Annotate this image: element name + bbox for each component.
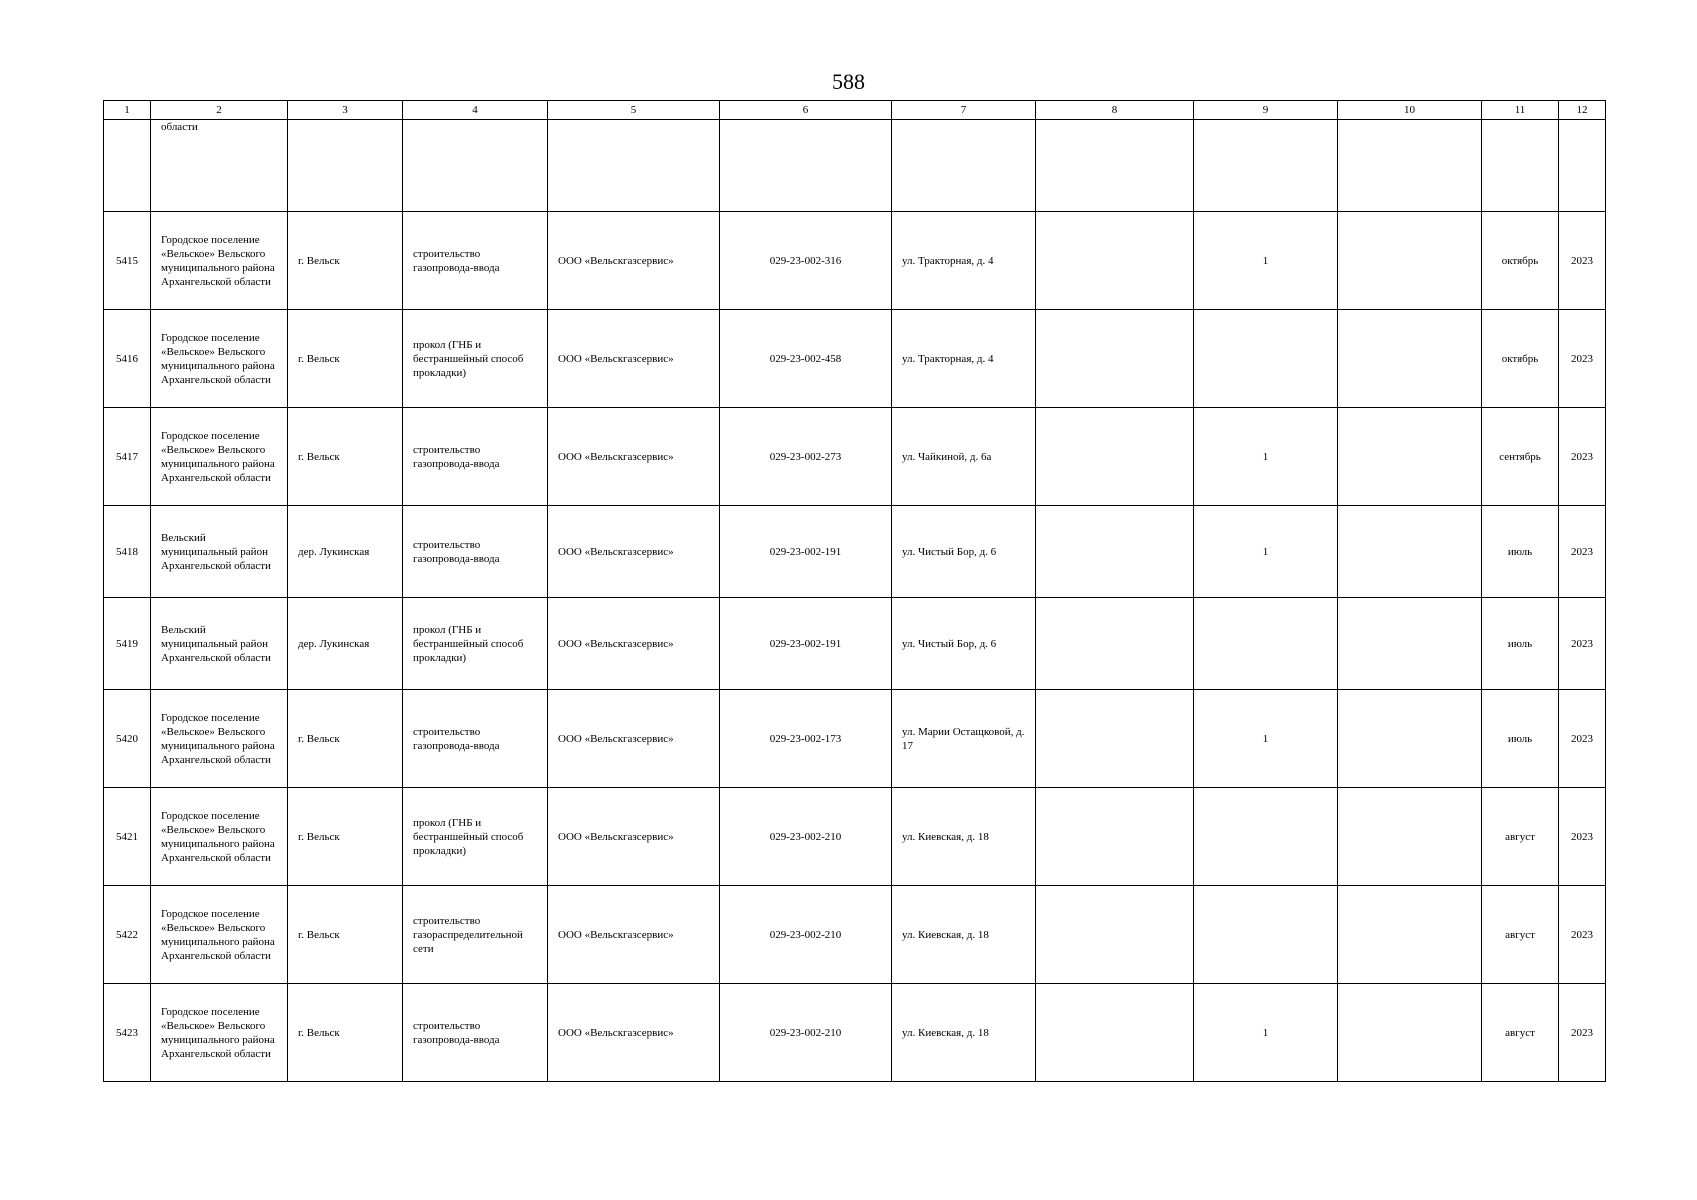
locality-cell: г. Вельск — [288, 310, 403, 408]
work-type-cell: прокол (ГНБ и бестраншейный способ прокладки) — [403, 598, 548, 690]
col10-cell — [1338, 598, 1482, 690]
col8-cell — [1036, 984, 1194, 1082]
row-number: 5420 — [104, 690, 151, 788]
year-cell: 2023 — [1559, 788, 1606, 886]
col10-cell — [1338, 310, 1482, 408]
year-cell: 2023 — [1559, 408, 1606, 506]
address-cell: ул. Чайкиной, д. 6а — [892, 408, 1036, 506]
table-row — [104, 598, 1606, 690]
code-cell: 029-23-002-210 — [720, 984, 892, 1082]
municipality-cell: Городское поселение «Вельское» Вельского муниципального района Архангельской области — [151, 788, 288, 886]
col8-cell — [1036, 506, 1194, 598]
col10-cell — [1338, 506, 1482, 598]
organization-cell: ООО «Вельскгазсервис» — [548, 788, 720, 886]
col9-cell — [1194, 598, 1338, 690]
month-cell: август — [1482, 788, 1559, 886]
address-cell: ул. Киевская, д. 18 — [892, 984, 1036, 1082]
address-cell: ул. Тракторная, д. 4 — [892, 212, 1036, 310]
col10-cell — [1338, 690, 1482, 788]
col-header: 7 — [892, 101, 1036, 120]
work-type-cell: строительство газопровода-ввода — [403, 212, 548, 310]
locality-cell: г. Вельск — [288, 788, 403, 886]
work-type-cell: строительство газопровода-ввода — [403, 408, 548, 506]
code-cell: 029-23-002-210 — [720, 886, 892, 984]
address-cell: ул. Киевская, д. 18 — [892, 886, 1036, 984]
work-type-cell: прокол (ГНБ и бестраншейный способ прокладки) — [403, 310, 548, 408]
municipality-cell: Городское поселение «Вельское» Вельского муниципального района Архангельской области — [151, 690, 288, 788]
month-cell: июль — [1482, 690, 1559, 788]
col-header: 4 — [403, 101, 548, 120]
col-header: 3 — [288, 101, 403, 120]
table-row — [104, 408, 1606, 506]
row-number: 5415 — [104, 212, 151, 310]
work-type-cell: строительство газопровода-ввода — [403, 984, 548, 1082]
col-header: 6 — [720, 101, 892, 120]
col9-cell: 1 — [1194, 984, 1338, 1082]
municipality-cell: Городское поселение «Вельское» Вельского муниципального района Архангельской области — [151, 886, 288, 984]
work-type-cell: прокол (ГНБ и бестраншейный способ прокладки) — [403, 788, 548, 886]
col-header: 11 — [1482, 101, 1559, 120]
col-header: 10 — [1338, 101, 1482, 120]
month-cell: июль — [1482, 598, 1559, 690]
row-number: 5419 — [104, 598, 151, 690]
code-cell: 029-23-002-458 — [720, 310, 892, 408]
municipality-cell: Городское поселение «Вельское» Вельского муниципального района Архангельской области — [151, 310, 288, 408]
month-cell: август — [1482, 984, 1559, 1082]
row-number: 5422 — [104, 886, 151, 984]
table-row — [104, 310, 1606, 408]
row-number: 5417 — [104, 408, 151, 506]
col8-cell — [1036, 310, 1194, 408]
address-cell: ул. Тракторная, д. 4 — [892, 310, 1036, 408]
col9-cell — [1194, 788, 1338, 886]
year-cell: 2023 — [1559, 886, 1606, 984]
work-type-cell: строительство газораспределительной сети — [403, 886, 548, 984]
col8-cell — [1036, 886, 1194, 984]
col9-cell — [1194, 886, 1338, 984]
work-type-cell: строительство газопровода-ввода — [403, 506, 548, 598]
gasification-table — [103, 100, 1606, 1082]
continuation-row — [104, 120, 1606, 212]
month-cell: август — [1482, 886, 1559, 984]
locality-cell: дер. Лукинская — [288, 598, 403, 690]
code-cell: 029-23-002-191 — [720, 506, 892, 598]
year-cell: 2023 — [1559, 598, 1606, 690]
month-cell: октябрь — [1482, 310, 1559, 408]
col8-cell — [1036, 598, 1194, 690]
col-header: 12 — [1559, 101, 1606, 120]
work-type-cell: строительство газопровода-ввода — [403, 690, 548, 788]
col-header: 5 — [548, 101, 720, 120]
month-cell: июль — [1482, 506, 1559, 598]
month-cell: октябрь — [1482, 212, 1559, 310]
organization-cell: ООО «Вельскгазсервис» — [548, 310, 720, 408]
locality-cell: г. Вельск — [288, 886, 403, 984]
address-cell: ул. Марии Остащковой, д. 17 — [892, 690, 1036, 788]
table-row — [104, 788, 1606, 886]
organization-cell: ООО «Вельскгазсервис» — [548, 506, 720, 598]
row-number: 5418 — [104, 506, 151, 598]
year-cell: 2023 — [1559, 506, 1606, 598]
col10-cell — [1338, 212, 1482, 310]
municipality-cell: Вельский муниципальный район Архангельской области — [151, 598, 288, 690]
col-header: 2 — [151, 101, 288, 120]
col8-cell — [1036, 690, 1194, 788]
page-number: 588 — [832, 69, 865, 94]
locality-cell: г. Вельск — [288, 690, 403, 788]
organization-cell: ООО «Вельскгазсервис» — [548, 984, 720, 1082]
row-number: 5421 — [104, 788, 151, 886]
address-cell: ул. Чистый Бор, д. 6 — [892, 598, 1036, 690]
col8-cell — [1036, 788, 1194, 886]
municipality-cell: Городское поселение «Вельское» Вельского муниципального района Архангельской области — [151, 408, 288, 506]
col10-cell — [1338, 984, 1482, 1082]
table-row — [104, 886, 1606, 984]
table-row — [104, 984, 1606, 1082]
col8-cell — [1036, 408, 1194, 506]
organization-cell: ООО «Вельскгазсервис» — [548, 886, 720, 984]
code-cell: 029-23-002-191 — [720, 598, 892, 690]
row-number: 5423 — [104, 984, 151, 1082]
year-cell: 2023 — [1559, 310, 1606, 408]
col9-cell: 1 — [1194, 506, 1338, 598]
code-cell: 029-23-002-210 — [720, 788, 892, 886]
locality-cell: г. Вельск — [288, 984, 403, 1082]
code-cell: 029-23-002-173 — [720, 690, 892, 788]
address-cell: ул. Чистый Бор, д. 6 — [892, 506, 1036, 598]
col-header: 1 — [104, 101, 151, 120]
year-cell: 2023 — [1559, 212, 1606, 310]
organization-cell: ООО «Вельскгазсервис» — [548, 408, 720, 506]
year-cell: 2023 — [1559, 984, 1606, 1082]
locality-cell: дер. Лукинская — [288, 506, 403, 598]
col10-cell — [1338, 886, 1482, 984]
organization-cell: ООО «Вельскгазсервис» — [548, 690, 720, 788]
col-header: 9 — [1194, 101, 1338, 120]
municipality-cell: Вельский муниципальный район Архангельской области — [151, 506, 288, 598]
col10-cell — [1338, 788, 1482, 886]
address-cell: ул. Киевская, д. 18 — [892, 788, 1036, 886]
code-cell: 029-23-002-273 — [720, 408, 892, 506]
table-row — [104, 212, 1606, 310]
municipality-cell: области — [151, 120, 288, 212]
month-cell: сентябрь — [1482, 408, 1559, 506]
municipality-cell: Городское поселение «Вельское» Вельского муниципального района Архангельской области — [151, 212, 288, 310]
table-row — [104, 506, 1606, 598]
locality-cell: г. Вельск — [288, 212, 403, 310]
col10-cell — [1338, 408, 1482, 506]
col9-cell: 1 — [1194, 690, 1338, 788]
row-number: 5416 — [104, 310, 151, 408]
column-number-row — [104, 101, 1606, 120]
col8-cell — [1036, 212, 1194, 310]
organization-cell: ООО «Вельскгазсервис» — [548, 598, 720, 690]
locality-cell: г. Вельск — [288, 408, 403, 506]
municipality-cell: Городское поселение «Вельское» Вельского муниципального района Архангельской области — [151, 984, 288, 1082]
col9-cell: 1 — [1194, 408, 1338, 506]
code-cell: 029-23-002-316 — [720, 212, 892, 310]
col-header: 8 — [1036, 101, 1194, 120]
col9-cell — [1194, 310, 1338, 408]
organization-cell: ООО «Вельскгазсервис» — [548, 212, 720, 310]
table-row — [104, 690, 1606, 788]
year-cell: 2023 — [1559, 690, 1606, 788]
col9-cell: 1 — [1194, 212, 1338, 310]
